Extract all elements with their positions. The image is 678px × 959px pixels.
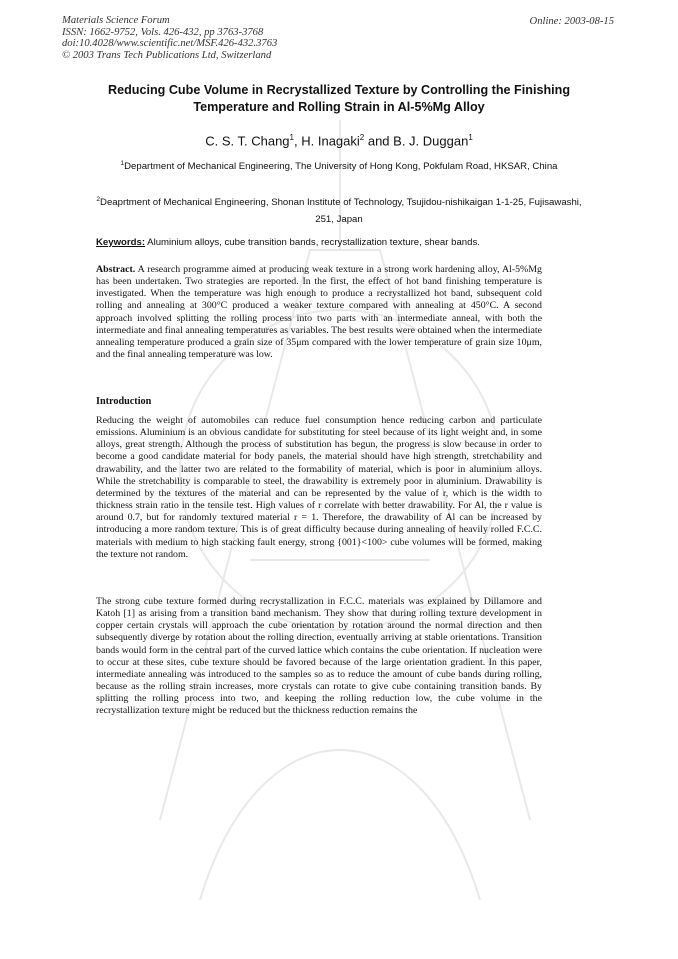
affiliation-1-text: Department of Mechanical Engineering, The University of Hong Kong, Pokfulam Road, HKSAR, China <box>124 161 558 173</box>
author-inagaki-affil: 2 <box>359 133 365 142</box>
affiliation-1 <box>95 155 583 175</box>
affiliation-2 <box>95 191 583 228</box>
paper-title: Reducing Cube Volume in Recrystallized Texture by Controlling the Finishing Temperature and Rolling Strain in Al-5%Mg Alloy <box>107 83 571 114</box>
author-duggan-affil: 1 <box>468 133 473 142</box>
abstract-text: A research programme aimed at producing weak texture in a strong work hardening alloy, Al-5%Mg has been undertaken. Two strategies are reported. In the first, the effect of hot band finishing temperature is investigated. When the temperature was high enough to produce a recrystallized hot band, subsequent cold rolling and annealing at 300°C produced a weaker texture compared with annealing at 450°C. A second approach involved splitting the rolling process into two parts with an intermediate anneal, with both the intermediate and final annealing temperatures as variables. The best results were obtained when the intermediate annealing temperature produced a grain size of 35μm compared with the lower temperature of grain size 10μm, and the final annealing temperature was low. <box>96 264 542 361</box>
keywords <box>96 237 616 248</box>
online-date: Online: 2003-08-15 <box>529 16 614 27</box>
doi-line[interactable]: doi:10.4028/www.scientific.net/MSF.426-432.3763 <box>62 38 278 50</box>
abstract-label: Abstract. <box>96 264 136 275</box>
copyright-line: © 2003 Trans Tech Publications Ltd, Switzerland <box>62 49 272 61</box>
author-separator: and <box>364 133 394 149</box>
author-chang: C. S. T. Chang <box>205 133 290 149</box>
author-list <box>60 133 618 148</box>
keywords-text: Aluminium alloys, cube transition bands, recrystallization texture, shear bands. <box>145 237 480 248</box>
section-heading-introduction: Introduction <box>96 396 152 407</box>
author-duggan: B. J. Duggan <box>393 133 469 149</box>
introduction-paragraph-1: Reducing the weight of automobiles can reduce fuel consumption hence reducing carbon and particulate emissions. Aluminium is an obvious candidate for substituting for steel because of its light weight and, in some alloys, great strength. Although the process of substitution has begun, the progress is slow because in order to become a good candidate material for body panels, the material should have high strength, stretchability and drawability, and the latter two are related to the formability of material, which is poor in aluminium alloys. While the stretchability is comparable to steel, the drawability is extremely poor in aluminium. Drawability is determined by the textures of the material and can be represented by the value of r, which is the width to thickness strain ratio in the tensile test. High values of r correlate with better drawability. For Al, the r value is around 0.7, but for randomly textured material r = 1. Therefore, the drawability of Al can be increased by introducing a more random texture. This is of great difficulty because during annealing of heavily rolled F.C.C. materials with medium to high stacking fault energy, strong {001}<100> cube volumes will be formed, making the texture not random. <box>96 415 542 560</box>
introduction-paragraph-2: The strong cube texture formed during recrystallization in F.C.C. materials was explained by Dillamore and Katoh [1] as arising from a transition band mechanism. They show that during rolling texture development in copper certain crystals will approach the cube orientation by rotation around the normal direction and then subsequently diverge by rotation about the rolling direction, eventually arriving at stable orientations. Transition bands would form in the central part of the curved lattice which contains the cube orientation. If nucleation were to occur at these sites, cube texture should be favored because of the large orientation gradient. In this paper, intermediate annealing was introduced to the samples so as to reduce the amount of cube bands during rolling, because as the rolling strain increases, more crystals can rotate to give cube containing transition bands. By splitting the rolling process into two, and keeping the rolling reduction low, the cube volume in the recrystallization texture might be reduced but the thickness reduction remains the <box>96 596 542 717</box>
journal-name: Materials Science Forum <box>62 15 170 26</box>
author-separator: , <box>294 133 302 149</box>
abstract <box>96 264 542 361</box>
issn-line: ISSN: 1662-9752, Vols. 426-432, pp 3763-3768 <box>62 26 264 38</box>
author-inagaki: H. Inagaki <box>301 133 360 149</box>
author-chang-affil: 1 <box>289 133 294 142</box>
journal-header <box>62 15 277 61</box>
affiliation-1-marker: 1 <box>120 160 125 167</box>
affiliation-2-marker: 2 <box>96 196 101 203</box>
affiliation-2-text: Deaprtment of Mechanical Engineering, Shonan Institute of Technology, Tsujidou-nishikaigan 1-1-25, Fujisawashi, 251, Japan <box>100 197 582 226</box>
keywords-label: Keywords: <box>96 237 146 248</box>
